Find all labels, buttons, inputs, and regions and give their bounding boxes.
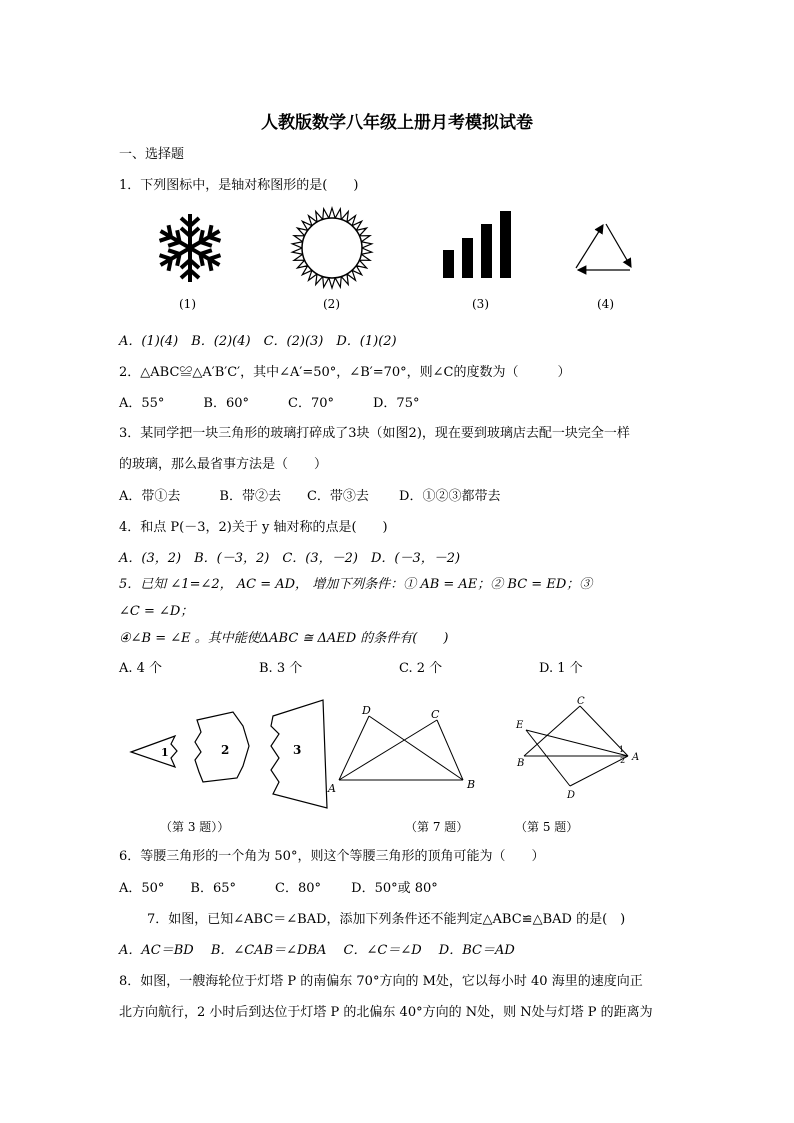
sun-icon — [290, 206, 374, 290]
question-7-options: A．AC＝BD B．∠CAB＝∠DBA C．∠C＝∠D D．BC＝AD — [119, 943, 515, 958]
question-1-stem: 1．下列图标中，是轴对称图形的是( ) — [119, 178, 359, 193]
glass-piece-label-2: 2 — [221, 743, 230, 757]
figure-5-diagram — [510, 696, 650, 806]
figure-caption-1: (1) — [179, 297, 196, 311]
section-heading: 一、选择题 — [119, 147, 185, 162]
figure-5-caption: （第 5 题） — [515, 820, 579, 834]
question-3-options: A．带①去 B．带②去 C．带③去 D．①②③都带去 — [119, 489, 501, 504]
question-3-stem-line1: 3．某同学把一块三角形的玻璃打碎成了3块（如图2)，现在要到玻璃店去配一块完全一样 — [119, 426, 630, 441]
question-4-options: A．(3，2) B．(－3，2) C．(3，－2) D．(－3，－2) — [119, 551, 461, 566]
figure-caption-4: (4) — [597, 297, 614, 311]
question-8-stem-line1: 8．如图，一艘海轮位于灯塔 P 的南偏东 70°方向的 M处，它以每小时 40 海里的速度向正 — [119, 974, 643, 989]
question-5-option-d: D. 1 个 — [539, 661, 583, 676]
question-4-stem: 4．和点 P(－3，2)关于 y 轴对称的点是( ) — [119, 520, 388, 535]
point-label-c: C — [577, 696, 585, 707]
point-label-a: A — [328, 782, 336, 795]
glass-piece-label-1: 1 — [161, 746, 169, 759]
question-2-stem: 2．△ABC≌△A′B′C′，其中∠A′=50°，∠B′=70°，则∠C的度数为（ ） — [119, 365, 571, 380]
snowflake-icon — [150, 208, 230, 288]
question-2-options: A．55° B．60° C．70° D．75° — [119, 396, 420, 411]
point-label-d: D — [362, 704, 371, 717]
question-6-stem: 6．等腰三角形的一个角为 50°，则这个等腰三角形的顶角可能为（ ） — [119, 849, 545, 864]
point-label-b: B — [467, 778, 476, 791]
question-7-stem: 7．如图，已知∠ABC＝∠BAD，添加下列条件还不能判定△ABC≌△BAD 的是( ) — [147, 912, 626, 927]
question-1-options: A．(1)(4) B．(2)(4) C．(2)(3) D．(1)(2) — [119, 334, 397, 349]
question-6-options: A．50° B．65° C．80° D．50°或 80° — [119, 881, 438, 896]
recycle-triangle-icon — [570, 218, 640, 276]
angle-label-1: 1 — [619, 745, 625, 754]
figure-7-caption: （第 7 题） — [405, 820, 469, 834]
question-5-stem-line2: ∠C = ∠D； — [119, 604, 194, 619]
figure-caption-2: (2) — [323, 297, 340, 311]
point-label-c: C — [431, 708, 440, 721]
question-5-option-b: B. 3 个 — [259, 661, 303, 676]
page-title: 人教版数学八年级上册月考模拟试卷 — [261, 113, 533, 133]
point-label-b: B — [517, 758, 525, 769]
question-5-option-a: A. 4 个 — [119, 661, 163, 676]
glass-piece-label-3: 3 — [293, 743, 302, 757]
point-label-a: A — [632, 752, 640, 763]
question-5-stem-line3: ④∠B = ∠E 。其中能使ΔABC ≅ ΔAED 的条件有( ) — [119, 631, 449, 646]
signal-bars-icon — [440, 208, 516, 280]
broken-glass-figure — [125, 696, 335, 812]
point-label-e: E — [516, 720, 524, 731]
angle-label-2: 2 — [620, 756, 626, 765]
figure-7-diagram — [325, 700, 485, 800]
question-5-option-c: C. 2 个 — [399, 661, 443, 676]
question-5-stem-line1: 5．已知 ∠1=∠2， AC = AD， 增加下列条件：① AB = AE；② BC = ED；③ — [119, 577, 593, 592]
figure-3-caption: （第 3 题）） — [160, 820, 230, 834]
question-8-stem-line2: 北方向航行，2 小时后到达位于灯塔 P 的北偏东 40°方向的 N处，则 N处与灯塔 P 的距离为 — [119, 1005, 653, 1020]
question-3-stem-line2: 的玻璃，那么最省事方法是（ ） — [119, 457, 328, 472]
point-label-d: D — [567, 790, 576, 801]
figure-caption-3: (3) — [472, 297, 489, 311]
